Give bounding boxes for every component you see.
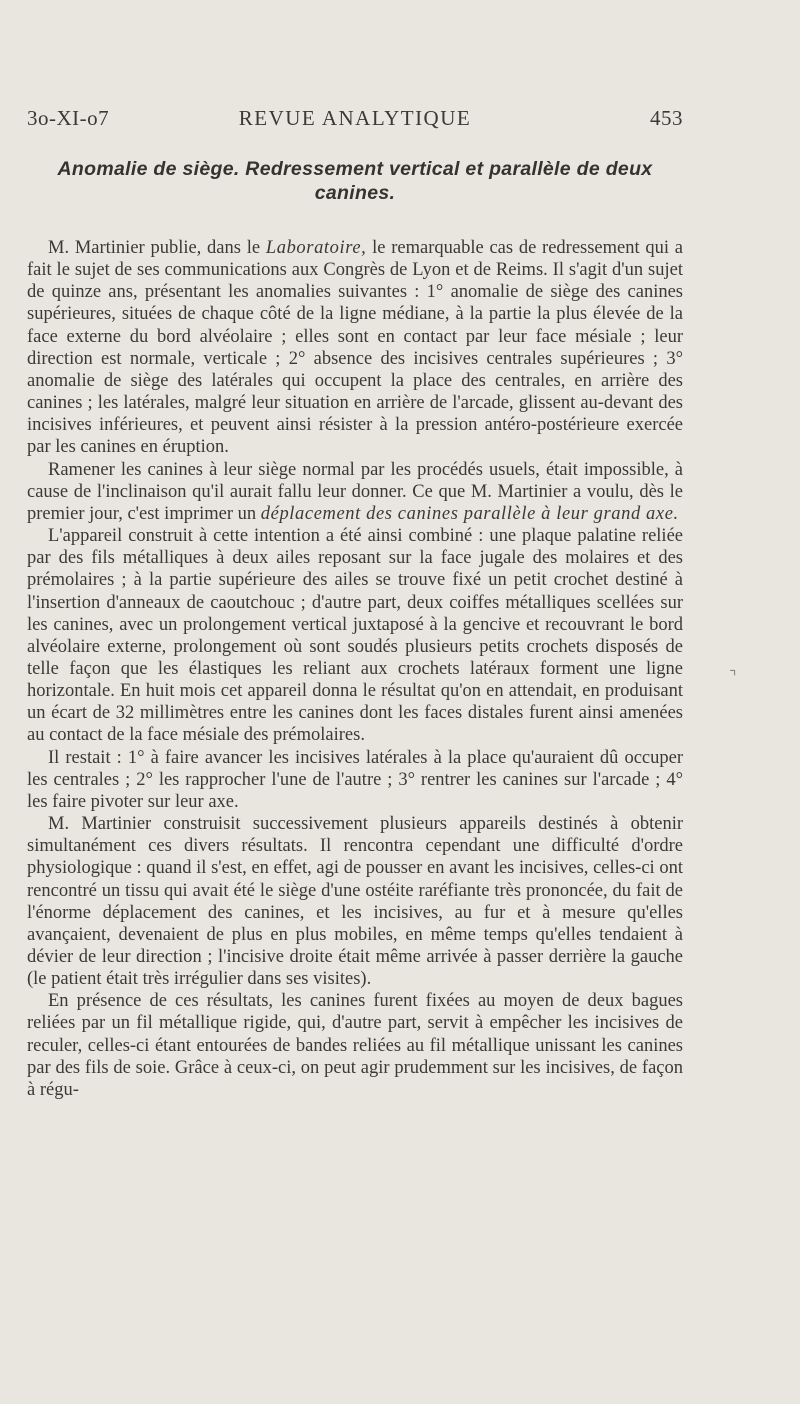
paragraph-2: Ramener les canines à leur siège normal par les procédés usuels, était impossible, à cause de l'inclinaison qu'il aurait fallu leur donner. Ce que M. Martinier a voulu, dès le premier jour, c'est imprimer un déplacement des canines parallèle à leur grand axe. <box>27 459 683 524</box>
paragraph-3: L'appareil construit à cette intention a été ainsi combiné : une plaque palatine reliée par des fils métalliques à deux ailes reposant sur la face jugale des molaires et des prémolaires ; à la partie supérieure des ailes se trouve fixé un petit crochet destiné à l'insertion d'anneaux de caoutchouc ; d'autre part, deux coiffes métalliques scellées sur les canines, avec un prolongement vertical juxtaposé à la gencive et recouvrant le bord alvéolaire externe, prolongement où sont soudés plusieurs petits crochets disposés de telle façon que les élastiques les reliant aux crochets latéraux forment une ligne horizontale. En huit mois cet appareil donna le résultat qu'on en attendait, en produisant un écart de 32 millimètres entre les canines dont les faces distales furent ainsi amenées au contact de la face mésiale des prémolaires. <box>27 526 683 746</box>
paragraph-5: M. Martinier construisit successivement plusieurs appareils destinés à obtenir simultanément ces divers résultats. Il rencontra cependant une difficulté d'ordre physiologique : quand il s'est, en effet, agi de pousser en avant les incisives, celles-ci ont rencontré un tissu qui avait été le siège d'une ostéite raréfiante très prononcée, du fait de l'énorme déplacement des canines, et les incisives, au fur et à mesure qu'elles avançaient, devenaient de plus en plus mobiles, en même temps qu'elles tendaient à dévier de leur direction ; l'incisive droite était même arrivée à passer derrière la gauche (le patient était très irrégulier dans ses visites). <box>27 814 683 990</box>
journal-name: Laboratoire, <box>265 238 367 258</box>
page-number: 453 <box>650 106 683 130</box>
paragraph-6: En présence de ces résultats, les canines furent fixées au moyen de deux bagues reliées par un fil métallique rigide, qui, d'autre part, servit à empêcher les incisives de reculer, celles-ci étant entourées de bandes reliées au fil métallique unissant les canines par des fils de soie. Grâce à ceux-ci, on peut agir prudemment sur les incisives, de façon à régu- <box>27 991 683 1100</box>
running-header <box>27 106 683 136</box>
paragraph-1: M. Martinier publie, dans le Laboratoire, le remarquable cas de redressement qui a fait le sujet de ses communications aux Congrès de Lyon et de Reims. Il s'agit d'un sujet de quinze ans, présentant les anomalies suivantes : 1° anomalie de siège des canines supérieures, situées de chaque côté de la ligne médiane, à la partie la plus élevée de la face externe du bord alvéolaire ; elles sont en contact par leur face mésiale ; leur direction est normale, verticale ; 2° absence des incisives centrales supérieures ; 3° anomalie de siège des latérales qui occupent la place des centrales, en arrière des canines ; les latérales, malgré leur situation en arrière de l'arcade, glissent au-devant des incisives inférieures, et peuvent ainsi résister à la pression antéro-postérieure exercée par les canines en éruption. <box>27 238 683 458</box>
margin-mark: ⌝ <box>729 669 737 686</box>
article-title: Anomalie de siège. Redressement vertical et parallèle de deux canines. <box>57 158 653 204</box>
paragraph-4: Il restait : 1° à faire avancer les incisives latérales à la place qu'auraient dû occuper les centrales ; 2° les rapprocher l'une de l'autre ; 3° rentrer les canines sur l'arcade ; 4° les faire pivoter sur leur axe. <box>27 747 683 812</box>
header-date: 3o-XI-o7 <box>27 106 110 130</box>
article-body <box>27 237 683 1101</box>
header-journal-title: REVUE ANALYTIQUE <box>238 106 472 130</box>
emphasis-text: déplacement des canines parallèle à leur grand axe. <box>260 503 679 524</box>
